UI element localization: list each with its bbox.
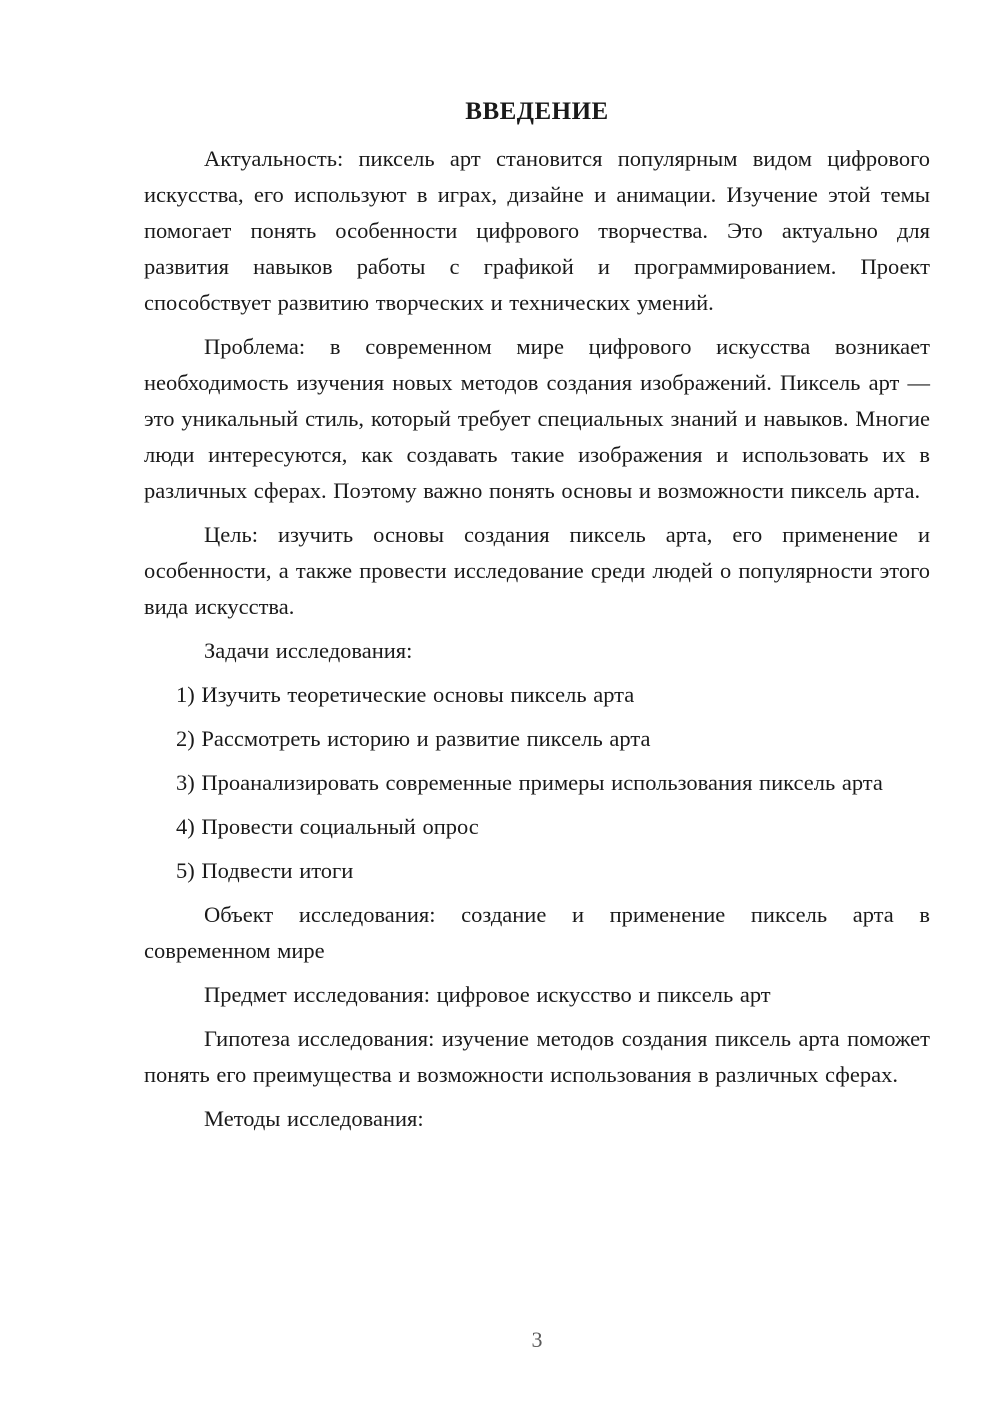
paragraph-relevance: Актуальность: пиксель арт становится популярным видом цифрового искусства, его используют в играх, дизайне и анимации. Изучение этой темы помогает понять особенности цифрового творчества. Это актуально для развития навыков работы с графикой и программированием. Проект способствует развитию творческих и технических умений. <box>144 146 930 315</box>
task-item-2: 2) Рассмотреть историю и развитие пиксель арта <box>176 726 651 751</box>
document-body <box>144 141 930 1137</box>
task-item-3: 3) Проанализировать современные примеры использования пиксель арта <box>176 770 883 795</box>
task-item-4: 4) Провести социальный опрос <box>176 814 479 839</box>
paragraph-goal: Цель: изучить основы создания пиксель арта, его применение и особенности, а также провести исследование среди людей о популярности этого вида искусства. <box>144 522 930 619</box>
paragraph-object: Объект исследования: создание и применение пиксель арта в современном мире <box>144 902 930 963</box>
tasks-heading: Задачи исследования: <box>204 638 413 663</box>
paragraph-subject: Предмет исследования: цифровое искусство и пиксель арт <box>204 982 771 1007</box>
paragraph-problem: Проблема: в современном мире цифрового искусства возникает необходимость изучения новых методов создания изображений. Пиксель арт — это уникальный стиль, который требует специальных знаний и навыков. Многие люди интересуются, как создавать такие изображения и использовать их в различных сферах. Поэтому важно понять основы и возможности пиксель арта. <box>144 334 930 503</box>
task-item-5: 5) Подвести итоги <box>176 858 354 883</box>
page-title: ВВЕДЕНИЕ <box>465 98 609 125</box>
paragraph-hypothesis: Гипотеза исследования: изучение методов создания пиксель арта поможет понять его преимущества и возможности использования в различных сферах. <box>144 1026 930 1087</box>
page-number: 3 <box>531 1327 543 1352</box>
task-item-1: 1) Изучить теоретические основы пиксель арта <box>176 682 635 707</box>
methods-heading: Методы исследования: <box>204 1106 424 1131</box>
